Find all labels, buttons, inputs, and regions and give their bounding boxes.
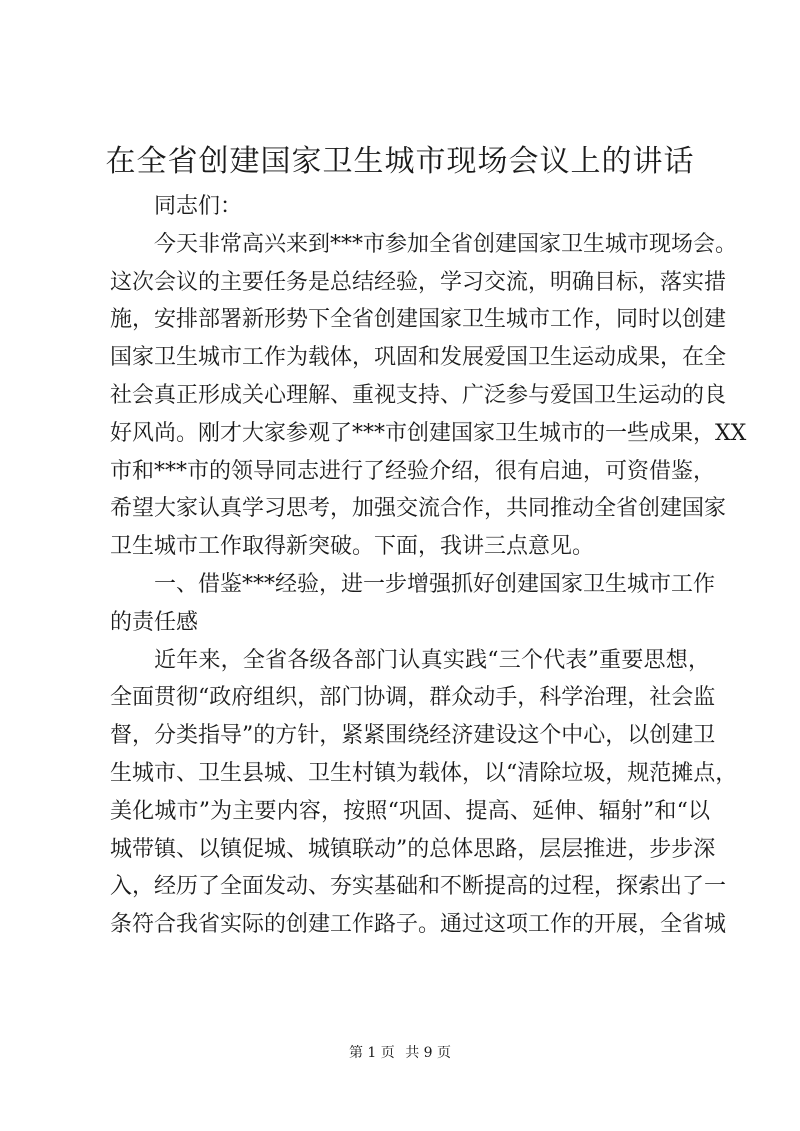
- paragraph-line: 城带镇、以镇促城、城镇联动”的总体思路，层层推进，步步深: [110, 836, 716, 862]
- paragraph-line: 今天非常高兴来到***市参加全省创建国家卫生城市现场会。: [154, 231, 738, 257]
- document-title: 在全省创建国家卫生城市现场会议上的讲话: [105, 144, 695, 179]
- paragraph-line: 好风尚。刚才大家参观了***市创建国家卫生城市的一些成果，XX: [110, 420, 747, 446]
- paragraph-line: 生城市、卫生县城、卫生村镇为载体，以“清除垃圾，规范摊点，: [110, 760, 738, 786]
- section-heading-line: 一、借鉴***经验，进一步增强抓好创建国家卫生城市工作: [154, 571, 716, 597]
- salutation-line: 同志们：: [154, 194, 243, 219]
- paragraph-line: 全面贯彻“政府组织，部门协调，群众动手，科学治理，社会监: [110, 685, 716, 711]
- paragraph-line: 督，分类指导”的方针，紧紧围绕经济建设这个中心，以创建卫: [110, 723, 716, 749]
- section-heading-line: 的责任感: [110, 609, 199, 635]
- paragraph-line: 市和***市的领导同志进行了经验介绍，很有启迪，可资借鉴，: [110, 458, 716, 484]
- page-footer: [0, 1043, 800, 1063]
- paragraph-line: 入，经历了全面发动、夯实基础和不断提高的过程，探索出了一: [110, 874, 727, 900]
- page-total: 共 9 页: [405, 1045, 452, 1061]
- paragraph-line: 这次会议的主要任务是总结经验，学习交流，明确目标，落实措: [110, 269, 727, 295]
- paragraph-line: 社会真正形成关心理解、重视支持、广泛参与爱国卫生运动的良: [110, 382, 727, 408]
- document-body: [110, 188, 747, 944]
- paragraph-line: 施，安排部署新形势下全省创建国家卫生城市工作，同时以创建: [110, 307, 727, 333]
- paragraph-line: 美化城市”为主要内容，按照“巩固、提高、延伸、辐射”和“以: [110, 798, 710, 824]
- paragraph-line: 卫生城市工作取得新突破。下面，我讲三点意见。: [110, 534, 595, 560]
- paragraph-line: 国家卫生城市工作为载体，巩固和发展爱国卫生运动成果，在全: [110, 345, 727, 371]
- paragraph-line: 近年来，全省各级各部门认真实践“三个代表”重要思想，: [154, 647, 710, 673]
- page-number: 第 1 页: [348, 1045, 395, 1061]
- paragraph-line: 条符合我省实际的创建工作路子。通过这项工作的开展，全省城: [110, 912, 727, 938]
- paragraph-line: 希望大家认真学习思考，加强交流合作，共同推动全省创建国家: [110, 496, 727, 522]
